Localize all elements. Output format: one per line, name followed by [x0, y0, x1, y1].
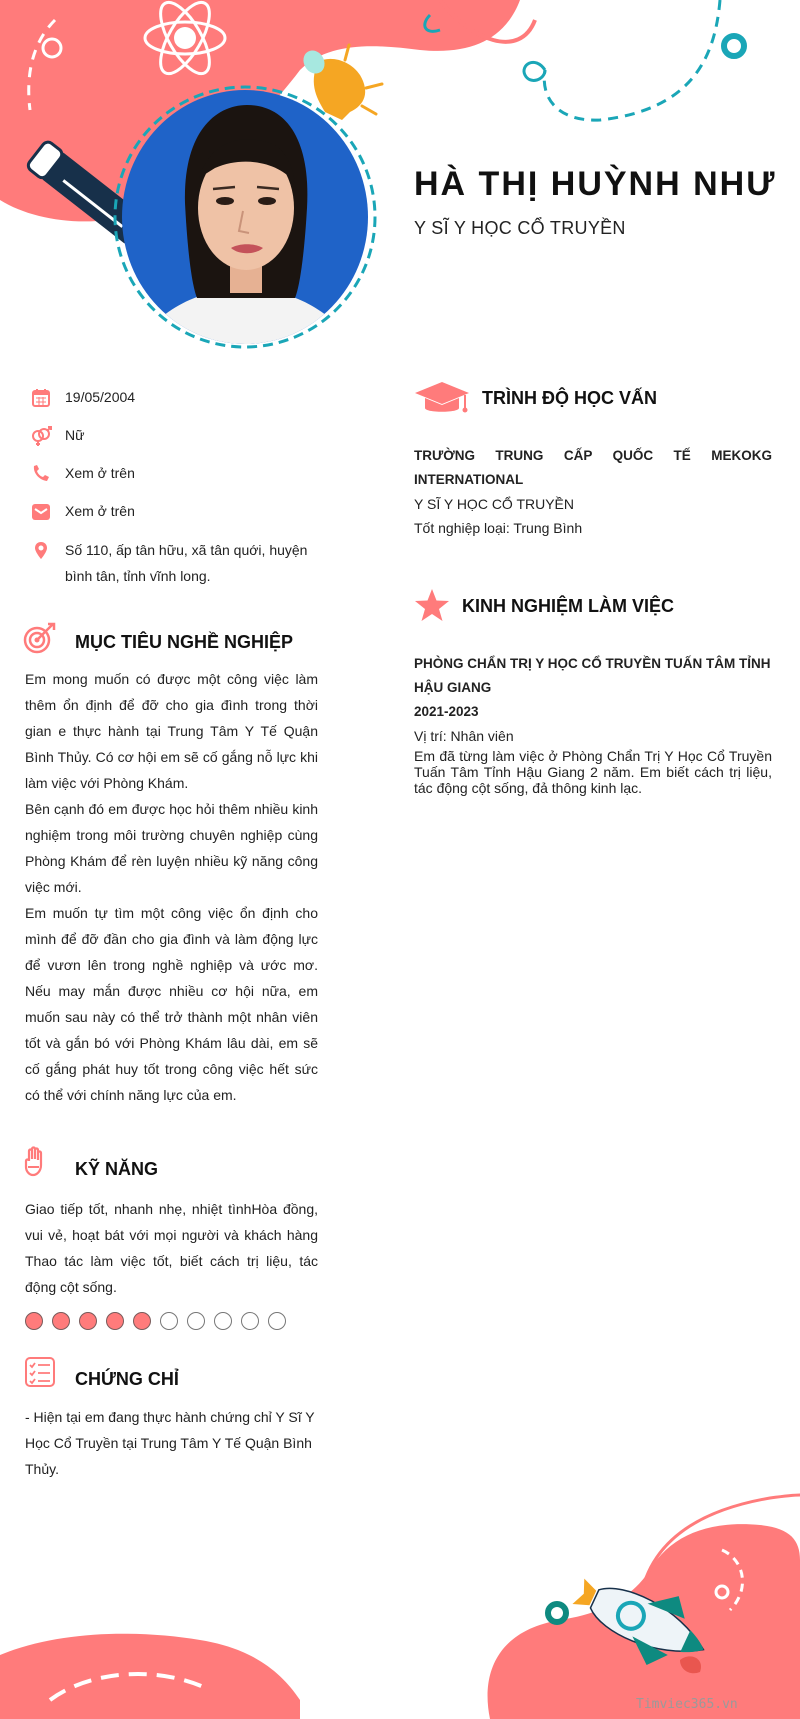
gender-value: Nữ [65, 427, 85, 443]
education-major: Y SĨ Y HỌC CỔ TRUYỀN [414, 496, 575, 512]
company-name: PHÒNG CHẨN TRỊ Y HỌC CỔ TRUYỀN TUẤN TÂM TỈNH HẬU GIANG [414, 656, 771, 695]
email-icon [30, 501, 52, 523]
location-pin-icon [30, 540, 52, 562]
objective-paragraph: Em mong muốn có được một công việc làm thêm ổn định để đỡ cho gia đình trong thời gian e thực hành tại Trung Tâm Y Tế Quận Bình Thủy. Có cơ hội em sẽ cố gắng nỗ lực khi làm việc với Phòng Khám. [25, 671, 318, 791]
education-details [414, 444, 772, 540]
skills-title: KỸ NĂNG [75, 1159, 159, 1179]
contact-gender [30, 425, 315, 448]
calendar-icon [30, 387, 52, 409]
certificates-title: CHỨNG CHỈ [75, 1369, 179, 1389]
skills-text: Giao tiếp tốt, nhanh nhẹ, nhiệt tìnhHòa đồng, vui vẻ, hoạt bát với mọi người và khách hàng Thao tác làm việc tốt, biết cách trị liệu, tác động cột sống. [25, 1201, 318, 1295]
phone-icon [30, 463, 52, 485]
checklist-icon [24, 1356, 56, 1388]
footer-decoration [0, 1480, 800, 1719]
skill-dot-filled [25, 1312, 43, 1330]
skill-dot-filled [133, 1312, 151, 1330]
education-grade: Tốt nghiệp loại: Trung Bình [414, 520, 583, 536]
objective-text [25, 666, 318, 1108]
skill-dot-empty [241, 1312, 259, 1330]
hand-icon [22, 1145, 52, 1179]
objective-title: MỤC TIÊU NGHỀ NGHIỆP [75, 632, 294, 652]
star-icon [414, 588, 450, 622]
skill-dot-empty [214, 1312, 232, 1330]
education-title: TRÌNH ĐỘ HỌC VẤN [482, 388, 657, 408]
birthday-value: 19/05/2004 [65, 389, 136, 405]
candidate-name: HÀ THỊ HUỲNH NHƯ [414, 165, 777, 203]
work-position: Vị trí: Nhân viên [414, 728, 514, 744]
email-value: Xem ở trên [65, 503, 135, 519]
skill-dot-filled [52, 1312, 70, 1330]
profile-photo [115, 83, 375, 351]
target-icon [22, 620, 58, 656]
skill-rating [25, 1312, 286, 1330]
contact-address [30, 540, 315, 589]
watermark-text: Timviec365.vn [636, 1697, 738, 1712]
experience-details [414, 652, 772, 796]
contact-phone [30, 463, 315, 486]
objective-paragraph: Em muốn tự tìm một công việc ổn định cho mình để đỡ đần cho gia đình và làm động lực để vươn lên trong nghề nghiệp và ước mơ. Nếu may mắn được nhiều cơ hội nữa, em muốn sau này có thể trở thành một nhân viên tốt và gắn bó với Phòng Khám lâu dài, em sẽ cố gắng phát huy tốt trong công việc hết sức có thể với chính năng lực của em. [25, 905, 318, 1103]
skill-dot-filled [106, 1312, 124, 1330]
experience-title: KINH NGHIỆM LÀM VIỆC [462, 596, 675, 616]
work-period: 2021-2023 [414, 704, 479, 719]
phone-value: Xem ở trên [65, 465, 135, 481]
address-value: Số 110, ấp tân hữu, xã tân quới, huyện bình tân, tỉnh vĩnh long. [65, 542, 308, 584]
work-description: Em đã từng làm việc ở Phòng Chẩn Trị Y Học Cổ Truyền Tuấn Tâm Tỉnh Hậu Giang 2 năm. Em biết cách trị liệu, tác động cột sống, đả thông kinh lạc. [414, 748, 772, 796]
contact-email [30, 501, 315, 524]
objective-paragraph: Bên cạnh đó em được học hỏi thêm nhiều kinh nghiệm trong môi trường chuyên nghiệp cùng Phòng Khám để rèn luyện nhiều kỹ năng công việc mới. [25, 801, 318, 895]
skill-dot-empty [160, 1312, 178, 1330]
skill-dot-empty [268, 1312, 286, 1330]
skill-dot-empty [187, 1312, 205, 1330]
certificates-text: - Hiện tại em đang thực hành chứng chỉ Y Sĩ Y Học Cổ Truyền tại Trung Tâm Y Tế Quận Bình Thủy. [25, 1409, 315, 1477]
job-title: Y SĨ Y HỌC CỔ TRUYỀN [414, 218, 626, 238]
graduation-cap-icon [413, 380, 471, 418]
gender-icon [30, 425, 52, 447]
school-name: TRƯỜNG TRUNG CẤP QUỐC TẾ MEKOKG INTERNATIONAL [414, 448, 772, 487]
contact-birthday [30, 387, 315, 410]
skill-dot-filled [79, 1312, 97, 1330]
